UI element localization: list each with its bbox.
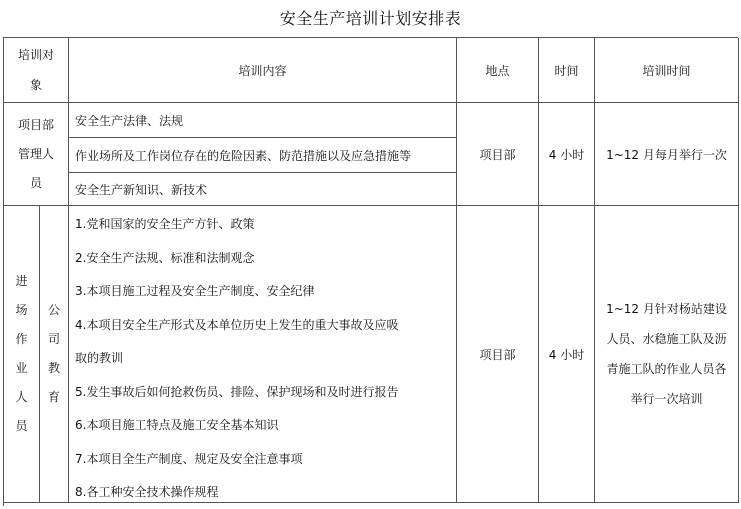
header-training-target-line: 培训对 xyxy=(17,48,54,62)
target-char: 人 xyxy=(15,390,28,404)
schedule-line: 人员、水稳施工队及沥 xyxy=(606,332,727,346)
schedule-line: 举行一次培训 xyxy=(630,392,703,406)
header-training-target xyxy=(4,38,69,103)
sub-target-char: 教 xyxy=(47,361,60,375)
content-item: 6.本项目施工特点及施工安全基本知识 xyxy=(75,418,279,432)
target-char: 场 xyxy=(15,303,28,317)
sub-target-char: 育 xyxy=(47,390,60,404)
header-duration: 时间 xyxy=(539,38,595,103)
content-item: 2.安全生产法规、标准和法制观念 xyxy=(75,250,255,265)
place-cell: 项目部 xyxy=(457,103,539,206)
duration-cell: 4 小时 xyxy=(539,206,595,503)
schedule-cell xyxy=(595,206,739,503)
target-char: 业 xyxy=(15,361,28,375)
place-cell: 项目部 xyxy=(457,206,539,503)
duration-cell: 4 小时 xyxy=(539,103,595,206)
schedule-cell: 1~12 月每月举行一次 xyxy=(595,103,739,206)
header-training-schedule: 培训时间 xyxy=(595,38,739,103)
content-list xyxy=(69,206,457,503)
content-item: 8.各工种安全技术操作规程 xyxy=(75,485,219,499)
target-line: 员 xyxy=(29,175,42,190)
schedule-line: 1~12 月针对杨站建设 xyxy=(606,302,727,316)
target-line: 管理人 xyxy=(17,146,54,161)
row-target-incoming-workers xyxy=(4,206,40,503)
header-training-content: 培训内容 xyxy=(69,38,457,103)
schedule-line: 青施工队的作业人员各 xyxy=(606,362,727,376)
page-title: 安全生产培训计划安排表 xyxy=(279,9,462,28)
content-item: 作业场所及工作岗位存在的危险因素、防范措施以及应急措施等 xyxy=(69,138,457,173)
content-item: 1.党和国家的安全生产方针、政策 xyxy=(75,217,255,231)
content-item: 7.本项目全生产制度、规定及安全注意事项 xyxy=(75,451,303,466)
header-place: 地点 xyxy=(457,38,539,103)
sub-target-char: 司 xyxy=(47,332,60,346)
row-target-management xyxy=(4,103,69,206)
target-char: 员 xyxy=(15,419,28,433)
content-item: 安全生产新知识、新技术 xyxy=(69,173,457,206)
content-item: 4.本项目安全生产形式及本单位历史上发生的重大事故及应吸 xyxy=(75,317,399,332)
content-item: 3.本项目施工过程及安全生产制度、安全纪律 xyxy=(75,284,315,298)
content-item: 5.发生事故后如何抢救伤员、排险、保护现场和及时进行报告 xyxy=(75,384,399,399)
target-char: 进 xyxy=(15,274,28,288)
content-item: 安全生产法律、法规 xyxy=(69,103,457,138)
sub-target-company-education xyxy=(40,206,69,503)
header-training-target-line: 象 xyxy=(29,78,42,92)
training-schedule-table xyxy=(3,37,738,506)
sub-target-char: 公 xyxy=(47,303,60,317)
content-item: 取的教训 xyxy=(75,351,124,365)
target-line: 项目部 xyxy=(17,117,54,132)
target-char: 作 xyxy=(15,332,28,346)
